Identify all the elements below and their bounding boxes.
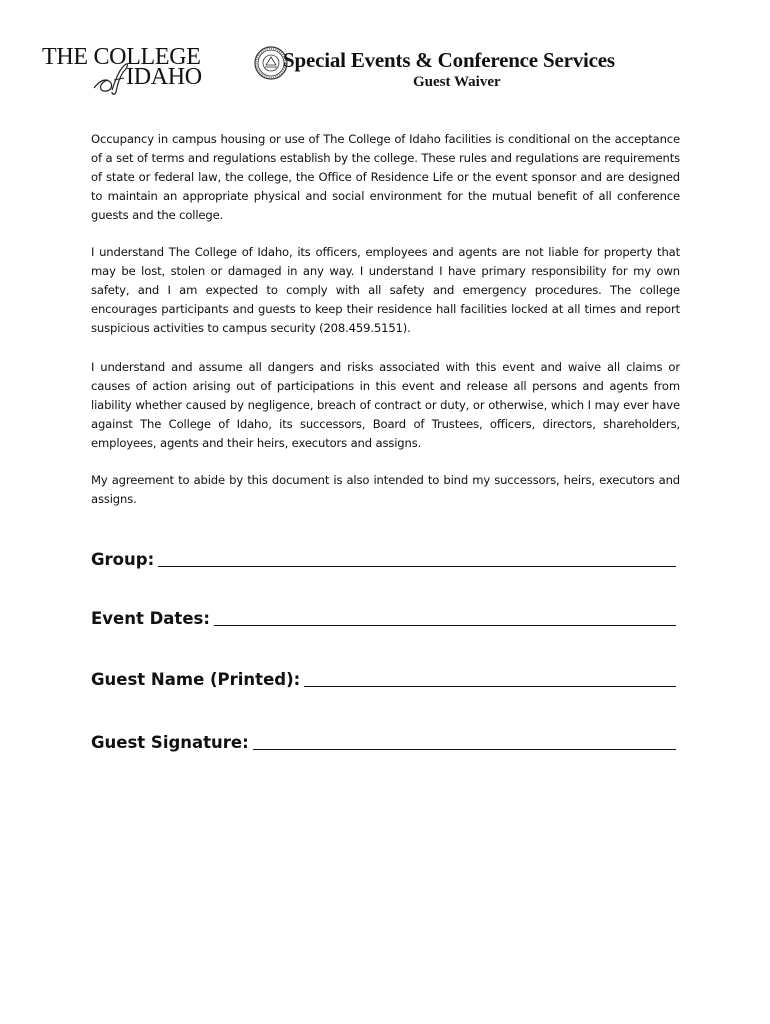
guest-name-label: Guest Name (Printed):: [91, 670, 301, 689]
group-field: [91, 548, 676, 569]
event-dates-input-line[interactable]: [214, 607, 676, 626]
college-logo: [42, 44, 247, 94]
page-subtitle: Guest Waiver: [413, 74, 501, 90]
paragraph-liability: I understand The College of Idaho, its officers, employees and agents are not liable for property that may be lost, stolen or damaged in any way. I understand I have primary responsibility for my own safety, and I am expected to comply with all safety and emergency procedures. The college encourages participants and guests to keep their residence hall facilities locked at all times and report suspicious activities to campus security (208.459.5151).: [91, 245, 680, 335]
guest-name-input-line[interactable]: [304, 668, 676, 687]
guest-signature-field: [91, 731, 676, 752]
guest-signature-label: Guest Signature:: [91, 733, 249, 752]
group-label: Group:: [91, 550, 155, 569]
guest-name-field: [91, 668, 676, 689]
logo-line1: THE COLLEGE: [42, 44, 201, 70]
event-dates-label: Event Dates:: [91, 609, 210, 628]
guest-signature-input-line[interactable]: [253, 731, 676, 750]
logo-of-script: [90, 58, 130, 96]
logo-line2: IDAHO: [126, 64, 202, 90]
group-input-line[interactable]: [158, 548, 676, 567]
event-dates-field: [91, 607, 676, 628]
paragraph-risks: I understand and assume all dangers and risks associated with this event and waive all claims or causes of action arising out of participations in this event and release all persons and agents from liability whether caused by negligence, breach of contract or duty, or otherwise, which I may ever have against The College of Idaho, its successors, Board of Trustees, officers, directors, shareholders, employees, agents and their heirs, executors and assigns.: [91, 360, 680, 450]
paragraph-occupancy: Occupancy in campus housing or use of The College of Idaho facilities is conditional on the acceptance of a set of terms and regulations establish by the college. These rules and regulations are requirements of state or federal law, the college, the Office of Residence Life or the event sponsor and are designed to maintain an appropriate physical and social environment for the mutual benefit of all conference guests and the college.: [91, 132, 680, 222]
page-title: Special Events & Conference Services: [283, 48, 615, 72]
paragraph-agreement: My agreement to abide by this document is also intended to bind my successors, heirs, executors and assigns.: [91, 473, 680, 506]
